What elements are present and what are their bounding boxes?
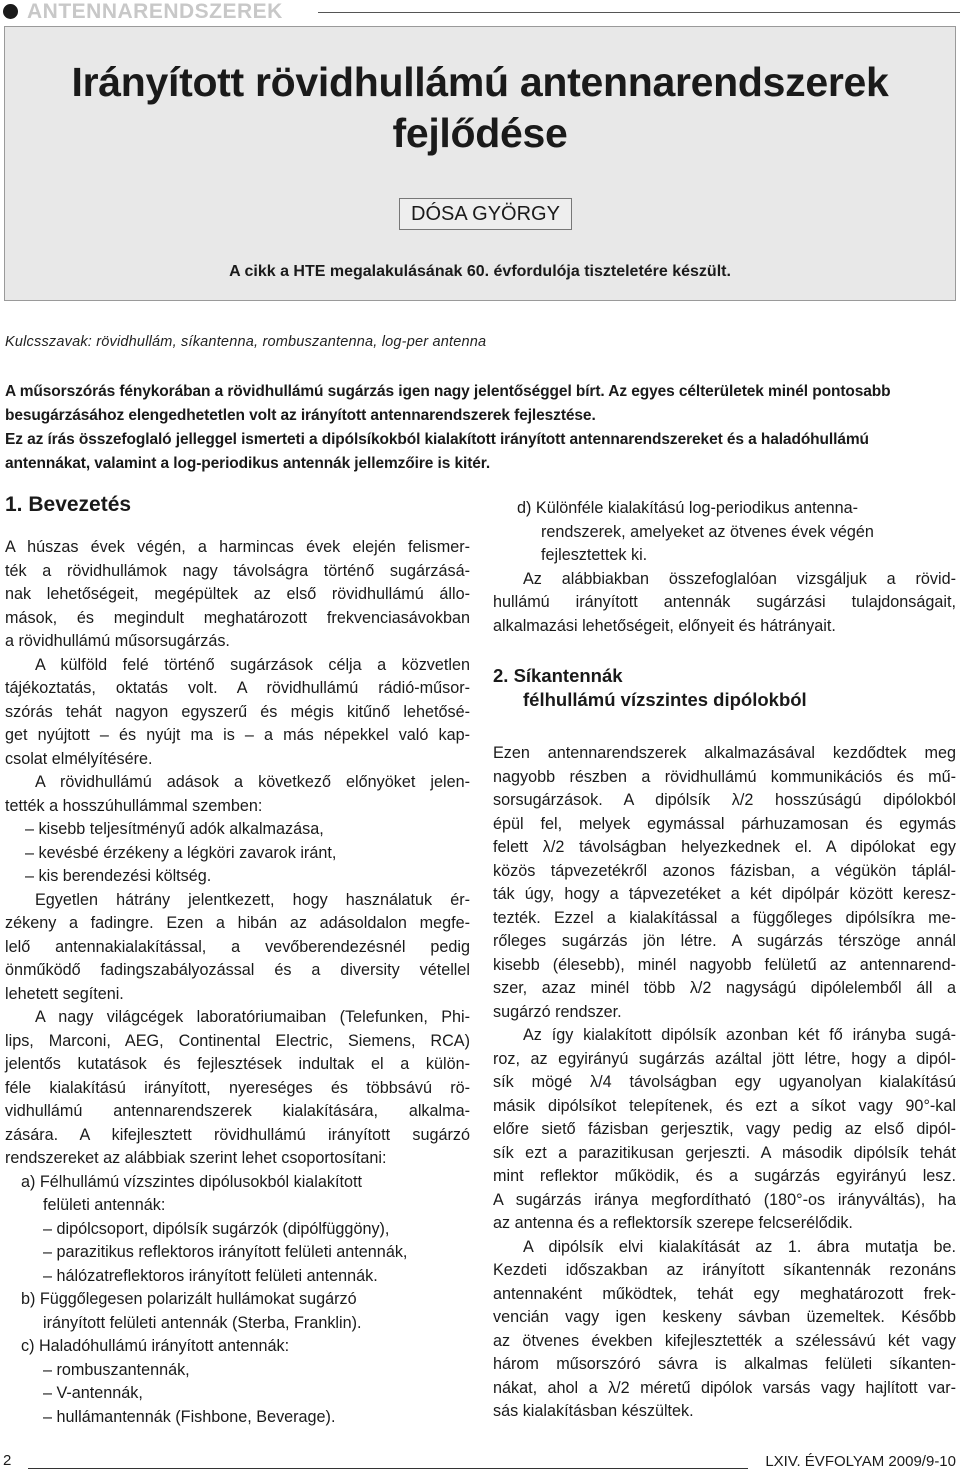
abstract-line: A műsorszórás fénykorában a rövidhullámú sugárzás igen nagy jelentőséggel bírt. Az egyes célterületek minél pontosabb bbox=[5, 383, 891, 400]
body-line: az ötvenes években kifejlesztették a szélessávú két vagy bbox=[493, 1331, 956, 1350]
abstract bbox=[5, 380, 955, 476]
body-line: Az alábbiakban összefoglalóan vizsgáljuk a rövid- bbox=[523, 569, 956, 588]
author-name: DÓSA GYÖRGY bbox=[399, 198, 572, 230]
body-line: kisebb (élesebb), minél nagyobb felületű az antennarend- bbox=[493, 955, 956, 974]
list-item: – hullámantennák (Fishbone, Beverage). bbox=[43, 1407, 336, 1426]
body-line: Az így kialakított dipólsík azonban két fő irányba sugá- bbox=[523, 1026, 956, 1044]
list-item: rendszerek, amelyeket az ötvenes évek végén bbox=[541, 522, 874, 541]
body-line: ték a rövidhullámok nagy távolságra történő sugárzásá- bbox=[5, 561, 470, 580]
body-line: sík ezt a parazitikusan gerjeszti. A második dipólsík tehát bbox=[493, 1143, 956, 1162]
section-label: ANTENNARENDSZEREK bbox=[27, 0, 283, 23]
body-line: lips, Marconi, AEG, Continental Electric, Siemens, RCA) bbox=[5, 1031, 470, 1050]
body-line: sík mögé λ/4 távolságban egy ugyanolyan kialakítású bbox=[493, 1073, 956, 1091]
body-line: alkalmazási lehetőségeit, előnyeit és hátrányait. bbox=[493, 616, 836, 635]
article-title-line2: fejlődése bbox=[392, 110, 568, 156]
body-line: épül fel, melyek egymással párhuzamosan és egymás bbox=[493, 814, 956, 833]
body-line: hullámú irányított antennák sugárzási tulajdonságait, bbox=[493, 593, 956, 611]
page-number: 2 bbox=[3, 1452, 12, 1469]
list-item: fejlesztettek ki. bbox=[541, 546, 648, 564]
body-line: zására. A kifejlesztett rövidhullámú irányított sugárzó bbox=[5, 1125, 470, 1144]
body-line: féle kialakítású irányított, nyereséges és többsávú rö- bbox=[5, 1078, 470, 1097]
keywords: Kulcsszavak: rövidhullám, síkantenna, rombuszantenna, log-per antenna bbox=[5, 334, 487, 350]
section-heading-2-line1: 2. Síkantennák bbox=[493, 665, 623, 686]
list-item: felületi antennák: bbox=[43, 1196, 166, 1214]
page-footer bbox=[0, 1452, 960, 1474]
abstract-line: besugárzásához elengedhetetlen volt az irányított antennarendszerek fejlesztése. bbox=[5, 407, 596, 424]
body-line: A húszas évek végén, a harmincas évek elején felismer- bbox=[5, 538, 470, 556]
body-line: tezték. Ezzel a kialakítással a függőleges dipólsíkra me- bbox=[493, 908, 956, 927]
body-line: nagyobb részben a rövidhullámú kommunikációs és mű- bbox=[493, 767, 956, 786]
body-line: nákat, ahol a λ/2 méretű dipólok varsás vagy hajlított var- bbox=[493, 1378, 956, 1397]
body-line: szórás tehát nagyon egyszerű és mégis kitűnő lehetősé- bbox=[5, 702, 470, 721]
list-item: – dipólcsoport, dipólsík sugárzók (dipólfüggöny), bbox=[43, 1219, 390, 1238]
body-line: rőleges sugárzás jön létre. A sugárzás térszöge annál bbox=[493, 932, 956, 950]
body-line: Kezdeti időszakban az irányított síkantennák rezonáns bbox=[493, 1261, 956, 1279]
body-line: Ezen antennarendszerek alkalmazásával kezdődtek meg bbox=[493, 744, 956, 762]
body-line: szer, azaz minél több λ/2 nagyságú dipólelemből áll a bbox=[493, 979, 956, 997]
body-line: az antenna és a reflektorsík szerepe felcserélődik. bbox=[493, 1214, 853, 1232]
body-line: zékeny a fadingre. Ezen a hibán az adásoldalon megfe- bbox=[5, 914, 470, 932]
abstract-line: antennákat, valamint a log-periodikus antennák jellemzőire is kitér. bbox=[5, 455, 491, 472]
body-line: get nyújtott – és nyújt ma is – a más népekkel való kap- bbox=[5, 726, 470, 744]
body-line: a rövidhullámú műsorsugárzás. bbox=[5, 632, 230, 650]
body-line: A sugárzás iránya megfordítható (180°-os irányváltás), ha bbox=[493, 1190, 956, 1209]
body-line: A nagy világcégek laboratóriumaiban (Telefunken, Phi- bbox=[35, 1008, 470, 1026]
list-item: – kisebb teljesítményű adók alkalmazása, bbox=[25, 820, 324, 838]
list-item: irányított felületi antennák (Sterba, Franklin). bbox=[43, 1313, 362, 1332]
abstract-line: Ez az írás összefoglaló jelleggel ismerteti a dipólsíkokból kialakított irányított antennarendszereket és a haladóhullámú bbox=[5, 431, 869, 448]
body-line: önműködő fadingszabályozással és a diversity vétellel bbox=[5, 961, 470, 979]
section-heading-2-line2: félhullámú vízszintes dipólokból bbox=[523, 689, 807, 710]
article-title bbox=[5, 57, 955, 159]
body-line: tájékoztatás, oktatás volt. A rövidhullámú rádió-műsor- bbox=[5, 679, 470, 697]
section-header bbox=[0, 0, 960, 26]
body-line: A dipólsík elvi kialakítását az 1. ábra mutatja be. bbox=[523, 1237, 956, 1256]
list-item: – parazitikus reflektoros irányított felületi antennák, bbox=[43, 1243, 408, 1261]
body-line: mint reflektor működik, és a sugárzás egyirányú lesz. bbox=[493, 1167, 956, 1185]
body-line: sás kialakításban készültek. bbox=[493, 1402, 694, 1420]
section-heading-2 bbox=[493, 664, 956, 712]
body-line: lehetett segíteni. bbox=[5, 984, 124, 1003]
list-item: – kevésbé érzékeny a légköri zavarok iránt, bbox=[25, 843, 337, 862]
body-line: előre siető fázisban gerjesztik, vagy pedig az első dipól- bbox=[493, 1120, 956, 1138]
header-rule bbox=[318, 12, 960, 13]
list-item: – V-antennák, bbox=[43, 1384, 143, 1402]
body-line: A rövidhullámú adások a következő előnyöket jelen- bbox=[35, 773, 470, 791]
body-line: három műsorszóró sávra is alkalmas felületi síkanten- bbox=[493, 1355, 956, 1373]
body-line: közös tápvezetékről azonos fázisban, a végükön táplál- bbox=[493, 861, 956, 880]
body-line: csolat elmélyítésére. bbox=[5, 749, 153, 768]
body-line: antennaként működtek, tehát egy meghatározott frek- bbox=[493, 1284, 956, 1303]
body-line: mások, és megindult meghatározott frekvenciasávokban bbox=[5, 608, 470, 627]
title-box bbox=[4, 26, 956, 301]
dedication: A cikk a HTE megalakulásának 60. évfordulója tiszteletére készült. bbox=[229, 263, 731, 280]
list-item: d) Különféle kialakítású log-periodikus antenna- bbox=[517, 499, 859, 517]
body-line: tették a hosszúhullámmal szemben: bbox=[5, 796, 263, 815]
body-line: A külföld felé történő sugárzások célja a közvetlen bbox=[35, 655, 470, 674]
list-item: c) Haladóhullámú irányított antennák: bbox=[21, 1337, 290, 1355]
body-line: másik dipólsíkot telepítenek, és ezt a síkot vagy 90°-kal bbox=[493, 1096, 956, 1115]
list-item: – kis berendezési költség. bbox=[25, 867, 212, 885]
body-line: jelentős kutatások és fejlesztések indultak el a külön- bbox=[5, 1055, 470, 1073]
issue-label: LXIV. ÉVFOLYAM 2009/9-10 bbox=[765, 1453, 956, 1470]
body-line: vencián vagy igen keskeny sávban üzemeltek. Később bbox=[493, 1308, 956, 1326]
list-item: a) Félhullámú vízszintes dipólusokból kialakított bbox=[21, 1172, 362, 1191]
body-line: vidhullámú antennarendszerek kialakítására, alkalma- bbox=[5, 1102, 470, 1120]
body-line: felett λ/2 távolságban helyezkednek el. A dipólokat egy bbox=[493, 838, 956, 856]
body-line: nak lehetőségeit, megépültek az első rövidhullámú állo- bbox=[5, 585, 470, 603]
body-line: rendszereket az alábbiak szerint lehet csoportosítani: bbox=[5, 1149, 387, 1167]
list-item: – hálózatreflektoros irányított felületi antennák. bbox=[43, 1266, 378, 1285]
body-line: sorsugárzások. A dipólsík λ/2 hosszúságú dipólokból bbox=[493, 791, 956, 809]
article-title-line1: Irányított rövidhullámú antennarendszerek bbox=[71, 59, 889, 105]
body-line: lelő antennakialakítással, a vevőberendezésnél pedig bbox=[5, 937, 470, 956]
footer-rule bbox=[28, 1468, 748, 1469]
left-column bbox=[5, 491, 470, 1429]
body-line: Egyetlen hátrány jelentkezett, hogy használatuk ér- bbox=[35, 890, 470, 909]
body-line: ták úgy, hogy a tápvezetéket a két dipólpár között keresz- bbox=[493, 885, 956, 903]
list-item: b) Függőlegesen polarizált hullámokat sugárzó bbox=[21, 1290, 357, 1308]
list-item: – rombuszantennák, bbox=[43, 1360, 190, 1379]
section-heading-1: 1. Bevezetés bbox=[5, 493, 132, 516]
body-line: roz, az egyirányú sugárzás azáltal jött létre, hogy a dipól- bbox=[493, 1049, 956, 1068]
right-column bbox=[493, 497, 956, 1424]
bullet-icon bbox=[3, 4, 18, 19]
body-line: sugárzó rendszer. bbox=[493, 1002, 622, 1021]
